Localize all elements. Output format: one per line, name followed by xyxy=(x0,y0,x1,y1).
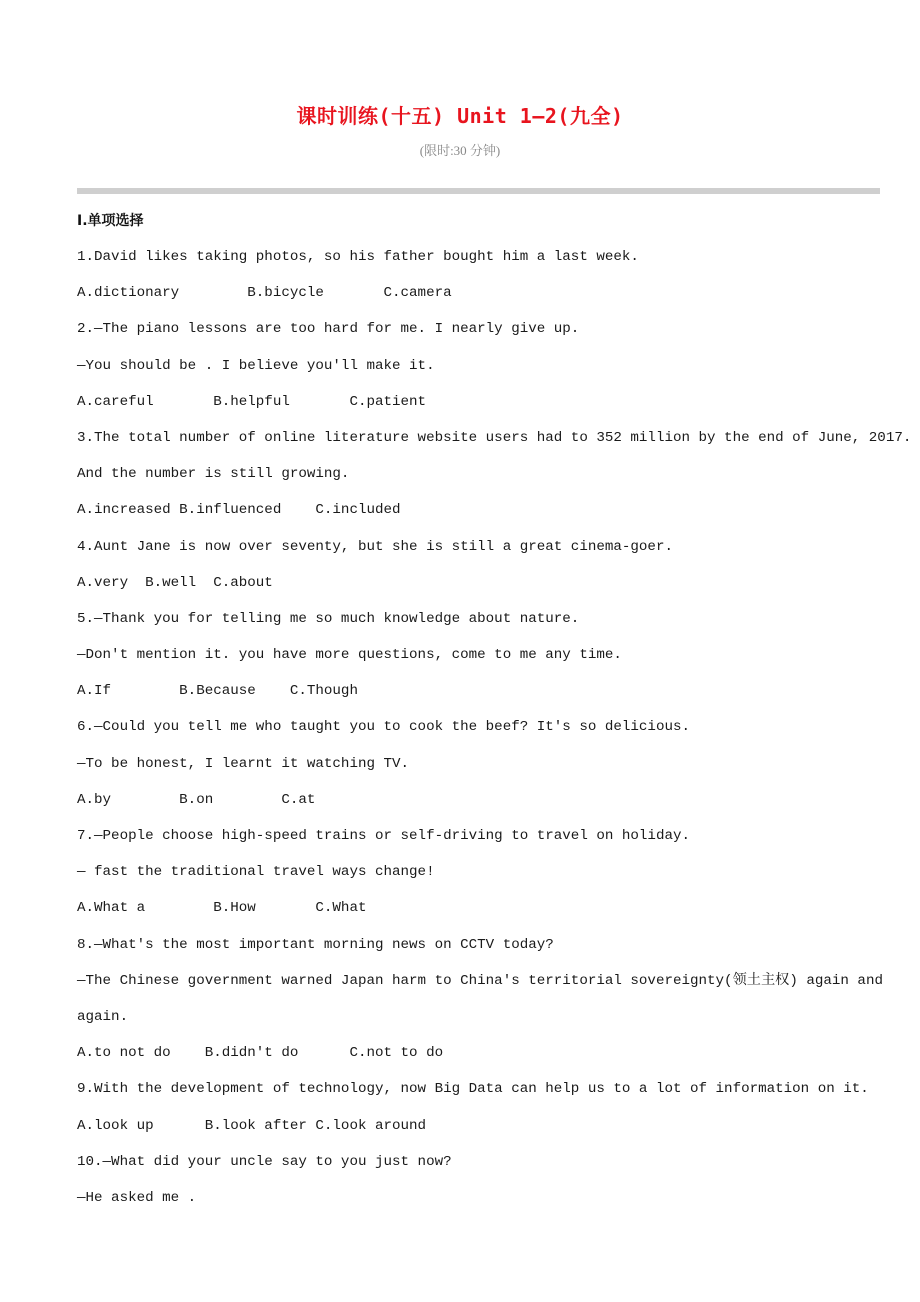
question-list xyxy=(77,247,912,1224)
question-line: 1.David likes taking photos, so his father bought him a last week. xyxy=(77,249,639,265)
question-line: —The Chinese government warned Japan harm to China's territorial sovereignty(领土主权) again and xyxy=(77,972,883,989)
time-limit-subtitle: (限时:30 分钟) xyxy=(419,143,501,158)
question-line: 4.Aunt Jane is now over seventy, but she is still a great cinema-goer. xyxy=(77,538,673,555)
options-line: A.look up B.look after C.look around xyxy=(77,1117,427,1134)
question-line: 2.—The piano lessons are too hard for me. I nearly give up. xyxy=(77,321,580,338)
options-line: A.What a B.How C.What xyxy=(77,900,367,917)
question-line: 6.—Could you tell me who taught you to cook the beef? It's so delicious. xyxy=(77,719,690,736)
question-line: 5.—Thank you for telling me so much knowledge about nature. xyxy=(77,610,580,627)
question-line: — fast the traditional travel ways change! xyxy=(77,864,435,881)
question-line: —He asked me . xyxy=(77,1189,197,1206)
question-line: And the number is still growing. xyxy=(77,466,350,483)
question-line: 8.—What's the most important morning news on CCTV today? xyxy=(77,936,554,953)
question-line: —Don't mention it. you have more questions, come to me any time. xyxy=(77,647,622,664)
page-title: 课时训练(十五) Unit 1—2(九全) xyxy=(296,104,624,128)
question-line: 3.The total number of online literature website users had to 352 million by the end of June, 2017. xyxy=(77,429,912,446)
question-line: —You should be . I believe you'll make it. xyxy=(77,357,435,374)
header-divider xyxy=(77,188,880,194)
question-line: 10.—What did your uncle say to you just now? xyxy=(77,1153,452,1170)
options-line: A.careful B.helpful C.patient xyxy=(77,393,427,410)
options-line: A.by B.on C.at xyxy=(77,791,316,808)
options-line: A.to not do B.didn't do C.not to do xyxy=(77,1045,444,1062)
question-line: 7.—People choose high-speed trains or self-driving to travel on holiday. xyxy=(77,828,690,844)
question-line: again. xyxy=(77,1008,129,1025)
question-line: —To be honest, I learnt it watching TV. xyxy=(77,755,410,772)
options-line: A.dictionary B.bicycle C.camera xyxy=(77,285,452,302)
section-heading: Ⅰ.单项选择 xyxy=(77,213,144,229)
options-line: A.If B.Because C.Though xyxy=(77,683,358,700)
question-line: 9.With the development of technology, now Big Data can help us to a lot of information on it. xyxy=(77,1081,869,1098)
options-line: A.very B.well C.about xyxy=(77,574,273,591)
options-line: A.increased B.influenced C.included xyxy=(77,502,401,519)
